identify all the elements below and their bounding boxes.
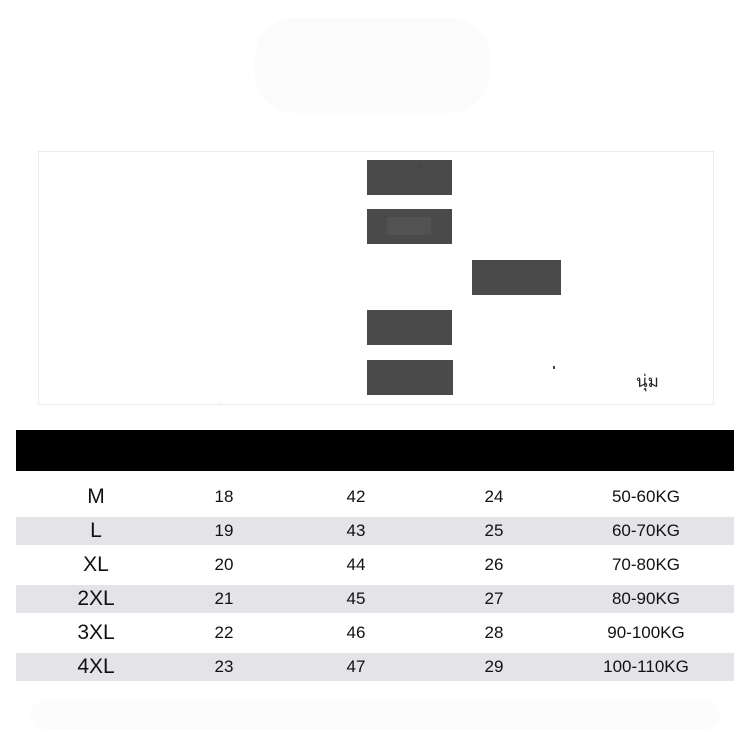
size-cell: 4XL [77, 655, 115, 678]
measure-cell: 18 [214, 487, 234, 506]
blurred-header-area [255, 18, 490, 113]
blurred-footer-area [30, 700, 720, 730]
feature-row [39, 252, 713, 303]
rating-block [367, 360, 453, 395]
measure-cell: 29 [484, 657, 504, 676]
size-cell: 3XL [77, 621, 115, 644]
measure-cell: 43 [346, 521, 366, 540]
rating-block [367, 209, 452, 244]
size-cell: M [87, 485, 105, 508]
weight-cell: 60-70KG [611, 521, 681, 540]
rating-block [367, 160, 452, 195]
measure-cell: 24 [484, 487, 504, 506]
table-row [16, 585, 734, 613]
measure-cell: 45 [346, 589, 366, 608]
rating-block [367, 310, 452, 345]
weight-cell: 50-60KG [611, 487, 681, 506]
rating-block [472, 260, 561, 295]
measure-cell: 47 [346, 657, 366, 676]
measure-cell: 22 [214, 623, 234, 642]
weight-cell: 70-80KG [611, 555, 681, 574]
measure-cell: 28 [484, 623, 504, 642]
measure-cell: 21 [214, 589, 234, 608]
measure-cell: 27 [484, 589, 504, 608]
measure-cell: 44 [346, 555, 366, 574]
measure-cell: 42 [346, 487, 366, 506]
measure-cell: 46 [346, 623, 366, 642]
size-cell: L [90, 519, 102, 542]
weight-cell: 100-110KG [603, 657, 689, 676]
dot-mark [553, 366, 555, 369]
size-cell: 2XL [77, 587, 115, 610]
table-row [16, 616, 734, 650]
measure-cell: 23 [214, 657, 234, 676]
softness-label: นุ่ม [636, 372, 659, 392]
size-table-header-bar [16, 430, 734, 471]
table-row [16, 517, 734, 545]
table-row [16, 653, 734, 681]
measure-cell: 20 [214, 555, 234, 574]
size-chart-table [16, 480, 734, 684]
table-row [16, 548, 734, 582]
dot-mark [418, 165, 420, 168]
weight-cell: 80-90KG [611, 589, 681, 608]
table-row [16, 480, 734, 514]
measure-cell: 19 [214, 521, 234, 540]
measure-cell: 25 [484, 521, 504, 540]
measure-cell: 26 [484, 555, 504, 574]
weight-cell: 90-100KG [607, 623, 685, 642]
size-cell: XL [83, 553, 109, 576]
